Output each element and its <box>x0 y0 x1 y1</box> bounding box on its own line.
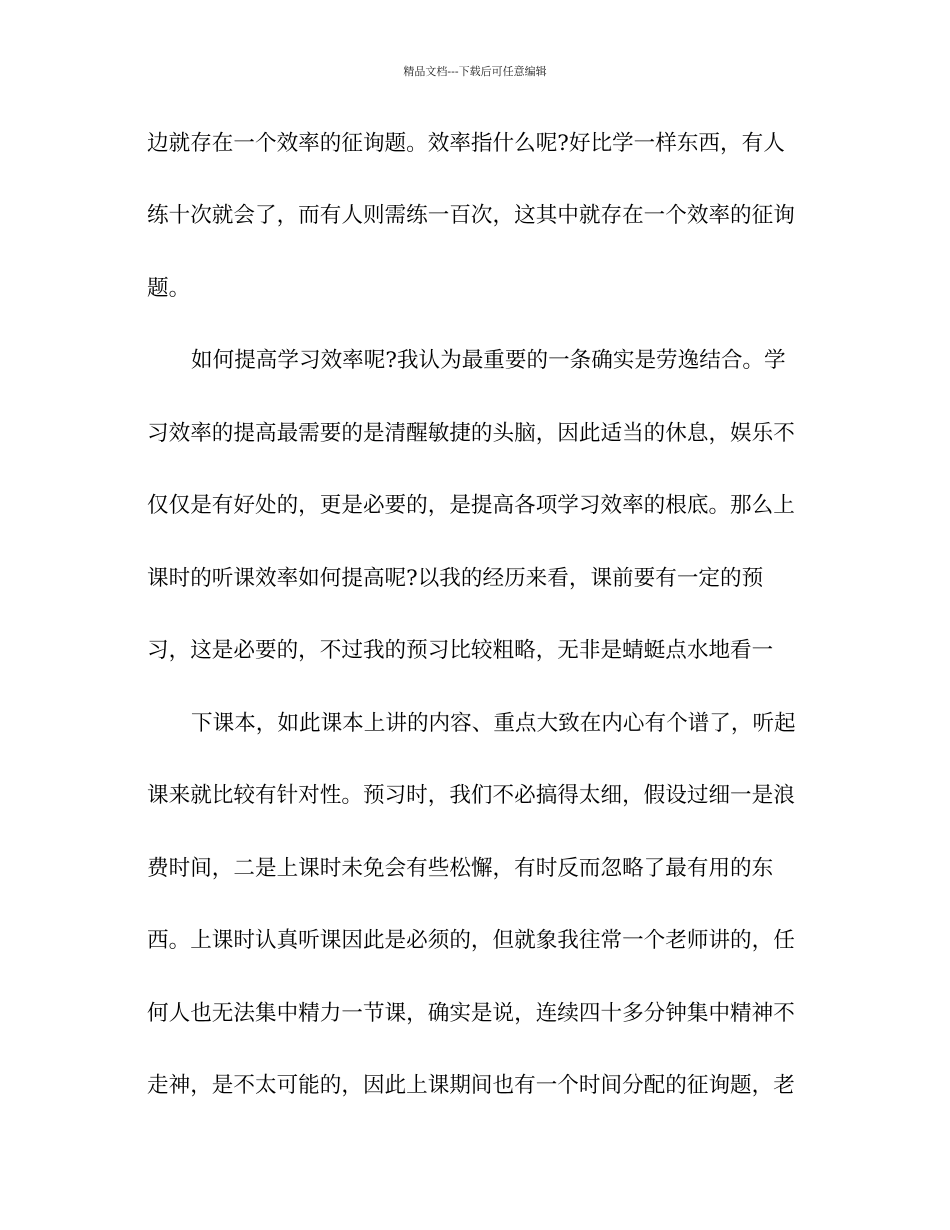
text-line-2: 练十次就会了，而有人则需练一百次，这其中就存在一个效率的征询 <box>147 203 795 228</box>
text-line-12: 西。上课时认真听课因此是必须的，但就象我往常一个老师讲的，任 <box>147 928 795 953</box>
text-line-1: 边就存在一个效率的征询题。效率指什么呢?好比学一样东西，有人 <box>147 131 785 156</box>
text-line-3: 题。 <box>147 276 191 301</box>
text-line-9: 下课本，如此课本上讲的内容、重点大致在内心有个谱了，听起 <box>191 711 796 736</box>
text-line-13: 何人也无法集中精力一节课，确实是说，连续四十多分钟集中精神不 <box>147 1001 795 1026</box>
page-header: 精品文档---下载后可任意编辑 <box>403 65 547 78</box>
text-line-10: 课来就比较有针对性。预习时，我们不必搞得太细，假设过细一是浪 <box>147 783 795 808</box>
text-line-6: 仅仅是有好处的，更是必要的，是提高各项学习效率的根底。那么上 <box>147 493 795 518</box>
text-line-14: 走神，是不太可能的，因此上课期间也有一个时间分配的征询题，老 <box>147 1073 795 1098</box>
text-line-7: 课时的听课效率如何提高呢?以我的经历来看，课前要有一定的预 <box>147 566 764 591</box>
text-line-4: 如何提高学习效率呢?我认为最重要的一条确实是劳逸结合。学 <box>191 348 786 373</box>
text-line-5: 习效率的提高最需要的是清醒敏捷的头脑，因此适当的休息，娱乐不 <box>147 421 795 446</box>
text-line-8: 习，这是必要的，不过我的预习比较粗略，无非是蜻蜓点水地看一 <box>147 638 774 663</box>
text-line-11: 费时间，二是上课时未免会有些松懈，有时反而忽略了最有用的东 <box>147 856 774 881</box>
